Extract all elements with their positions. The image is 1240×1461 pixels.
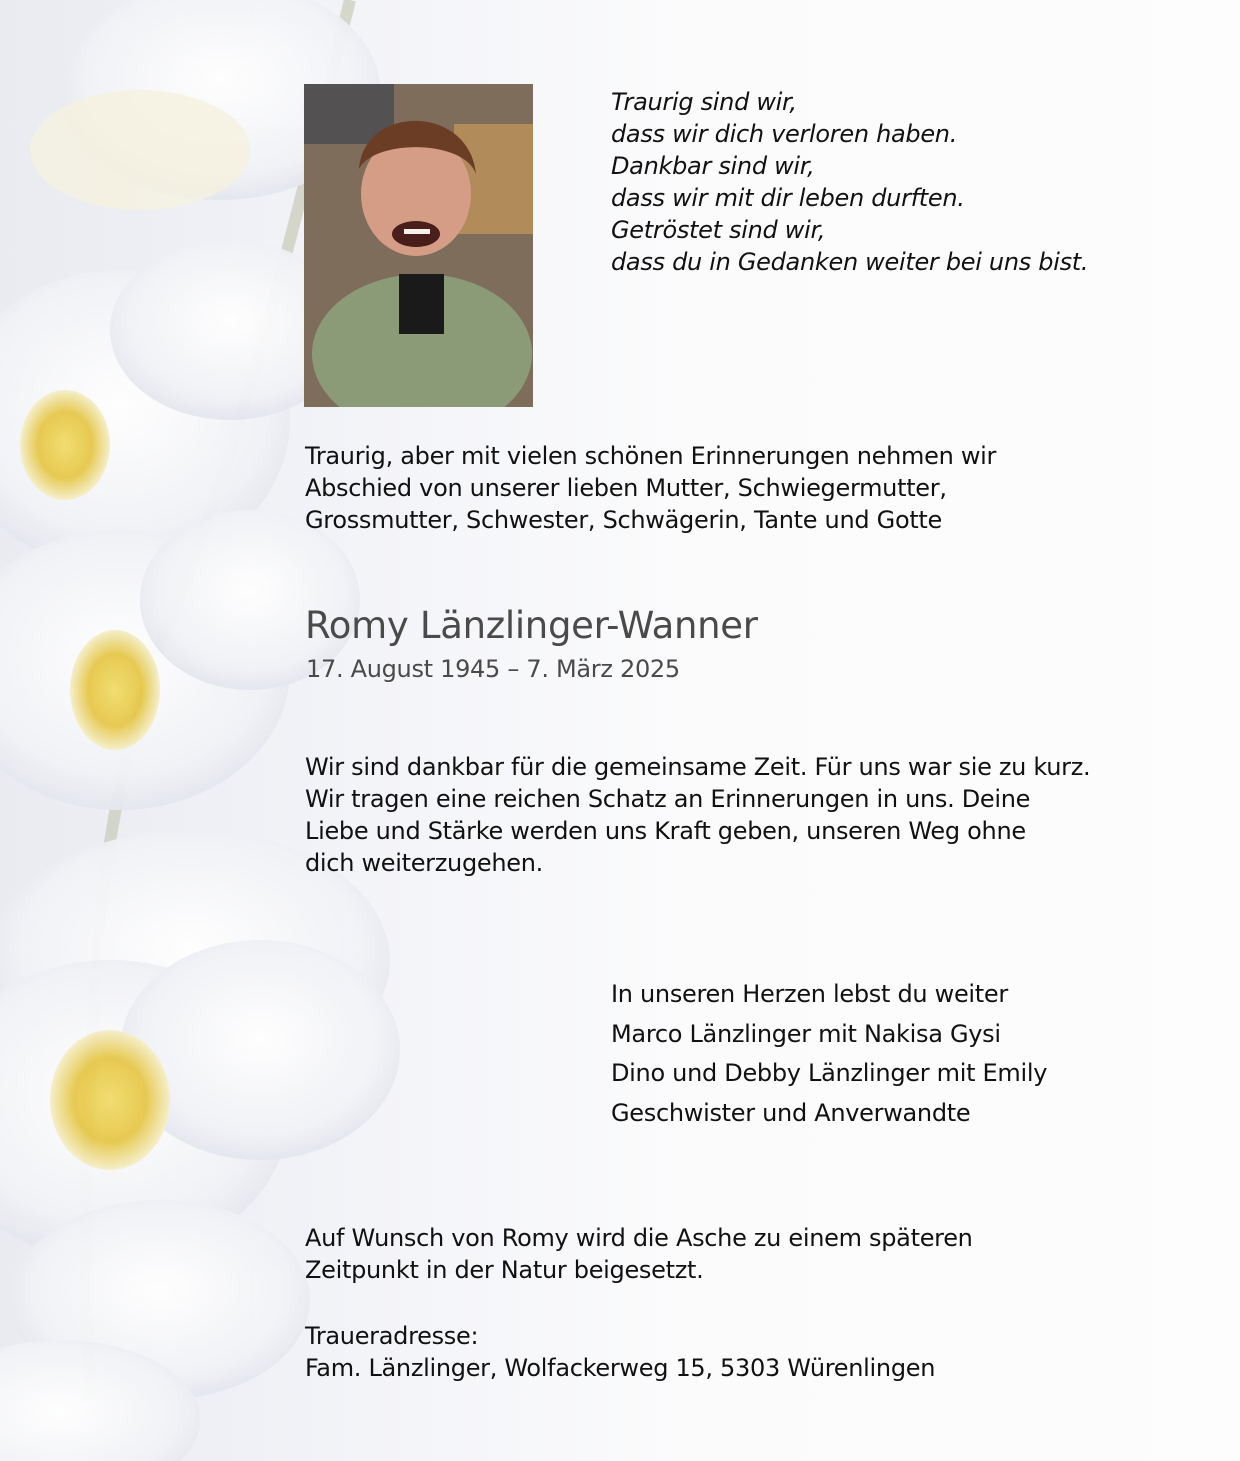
- mourning-address: [305, 1320, 935, 1384]
- burial-line: Zeitpunkt in der Natur beigesetzt.: [305, 1256, 704, 1284]
- verse-line: Dankbar sind wir,: [611, 152, 815, 180]
- thanks-line: dich weiterzugehen.: [305, 849, 543, 877]
- thanks-line: Wir sind dankbar für die gemeinsame Zeit. Für uns war sie zu kurz.: [305, 753, 1091, 781]
- mourners-list: [611, 975, 1047, 1133]
- mourner-line: In unseren Herzen lebst du weiter: [611, 980, 1008, 1008]
- intro-line: Abschied von unserer lieben Mutter, Schwiegermutter,: [305, 474, 947, 502]
- verse-line: Getröstet sind wir,: [611, 216, 826, 244]
- deceased-name: Romy Länzlinger-Wanner: [305, 604, 758, 647]
- verse-line: dass du in Gedanken weiter bei uns bist.: [611, 248, 1089, 276]
- burial-line: Auf Wunsch von Romy wird die Asche zu einem späteren: [305, 1224, 973, 1252]
- thanks-line: Liebe und Stärke werden uns Kraft geben, unseren Weg ohne: [305, 817, 1026, 845]
- thanks-line: Wir tragen eine reichen Schatz an Erinnerungen in uns. Deine: [305, 785, 1031, 813]
- mourner-line: Geschwister und Anverwandte: [611, 1098, 971, 1127]
- verse-line: dass wir dich verloren haben.: [611, 120, 958, 148]
- intro-paragraph: [305, 440, 996, 536]
- verse-line: Traurig sind wir,: [611, 88, 797, 116]
- mourner-line: Marco Länzlinger mit Nakisa Gysi: [611, 1019, 1001, 1048]
- intro-line: Traurig, aber mit vielen schönen Erinnerungen nehmen wir: [305, 442, 997, 470]
- intro-line: Grossmutter, Schwester, Schwägerin, Tante und Gotte: [305, 506, 943, 534]
- portrait-photo: [304, 84, 533, 407]
- address-label: Traueradresse:: [305, 1322, 479, 1350]
- mourner-line: Dino und Debby Länzlinger mit Emily: [611, 1059, 1048, 1087]
- verse-line: dass wir mit dir leben durften.: [611, 184, 965, 212]
- thanks-paragraph: [305, 751, 1090, 879]
- burial-note: [305, 1222, 973, 1286]
- memorial-verse: [611, 86, 1088, 278]
- life-dates: 17. August 1945 – 7. März 2025: [306, 655, 680, 683]
- address-line: Fam. Länzlinger, Wolfackerweg 15, 5303 Würenlingen: [305, 1354, 936, 1382]
